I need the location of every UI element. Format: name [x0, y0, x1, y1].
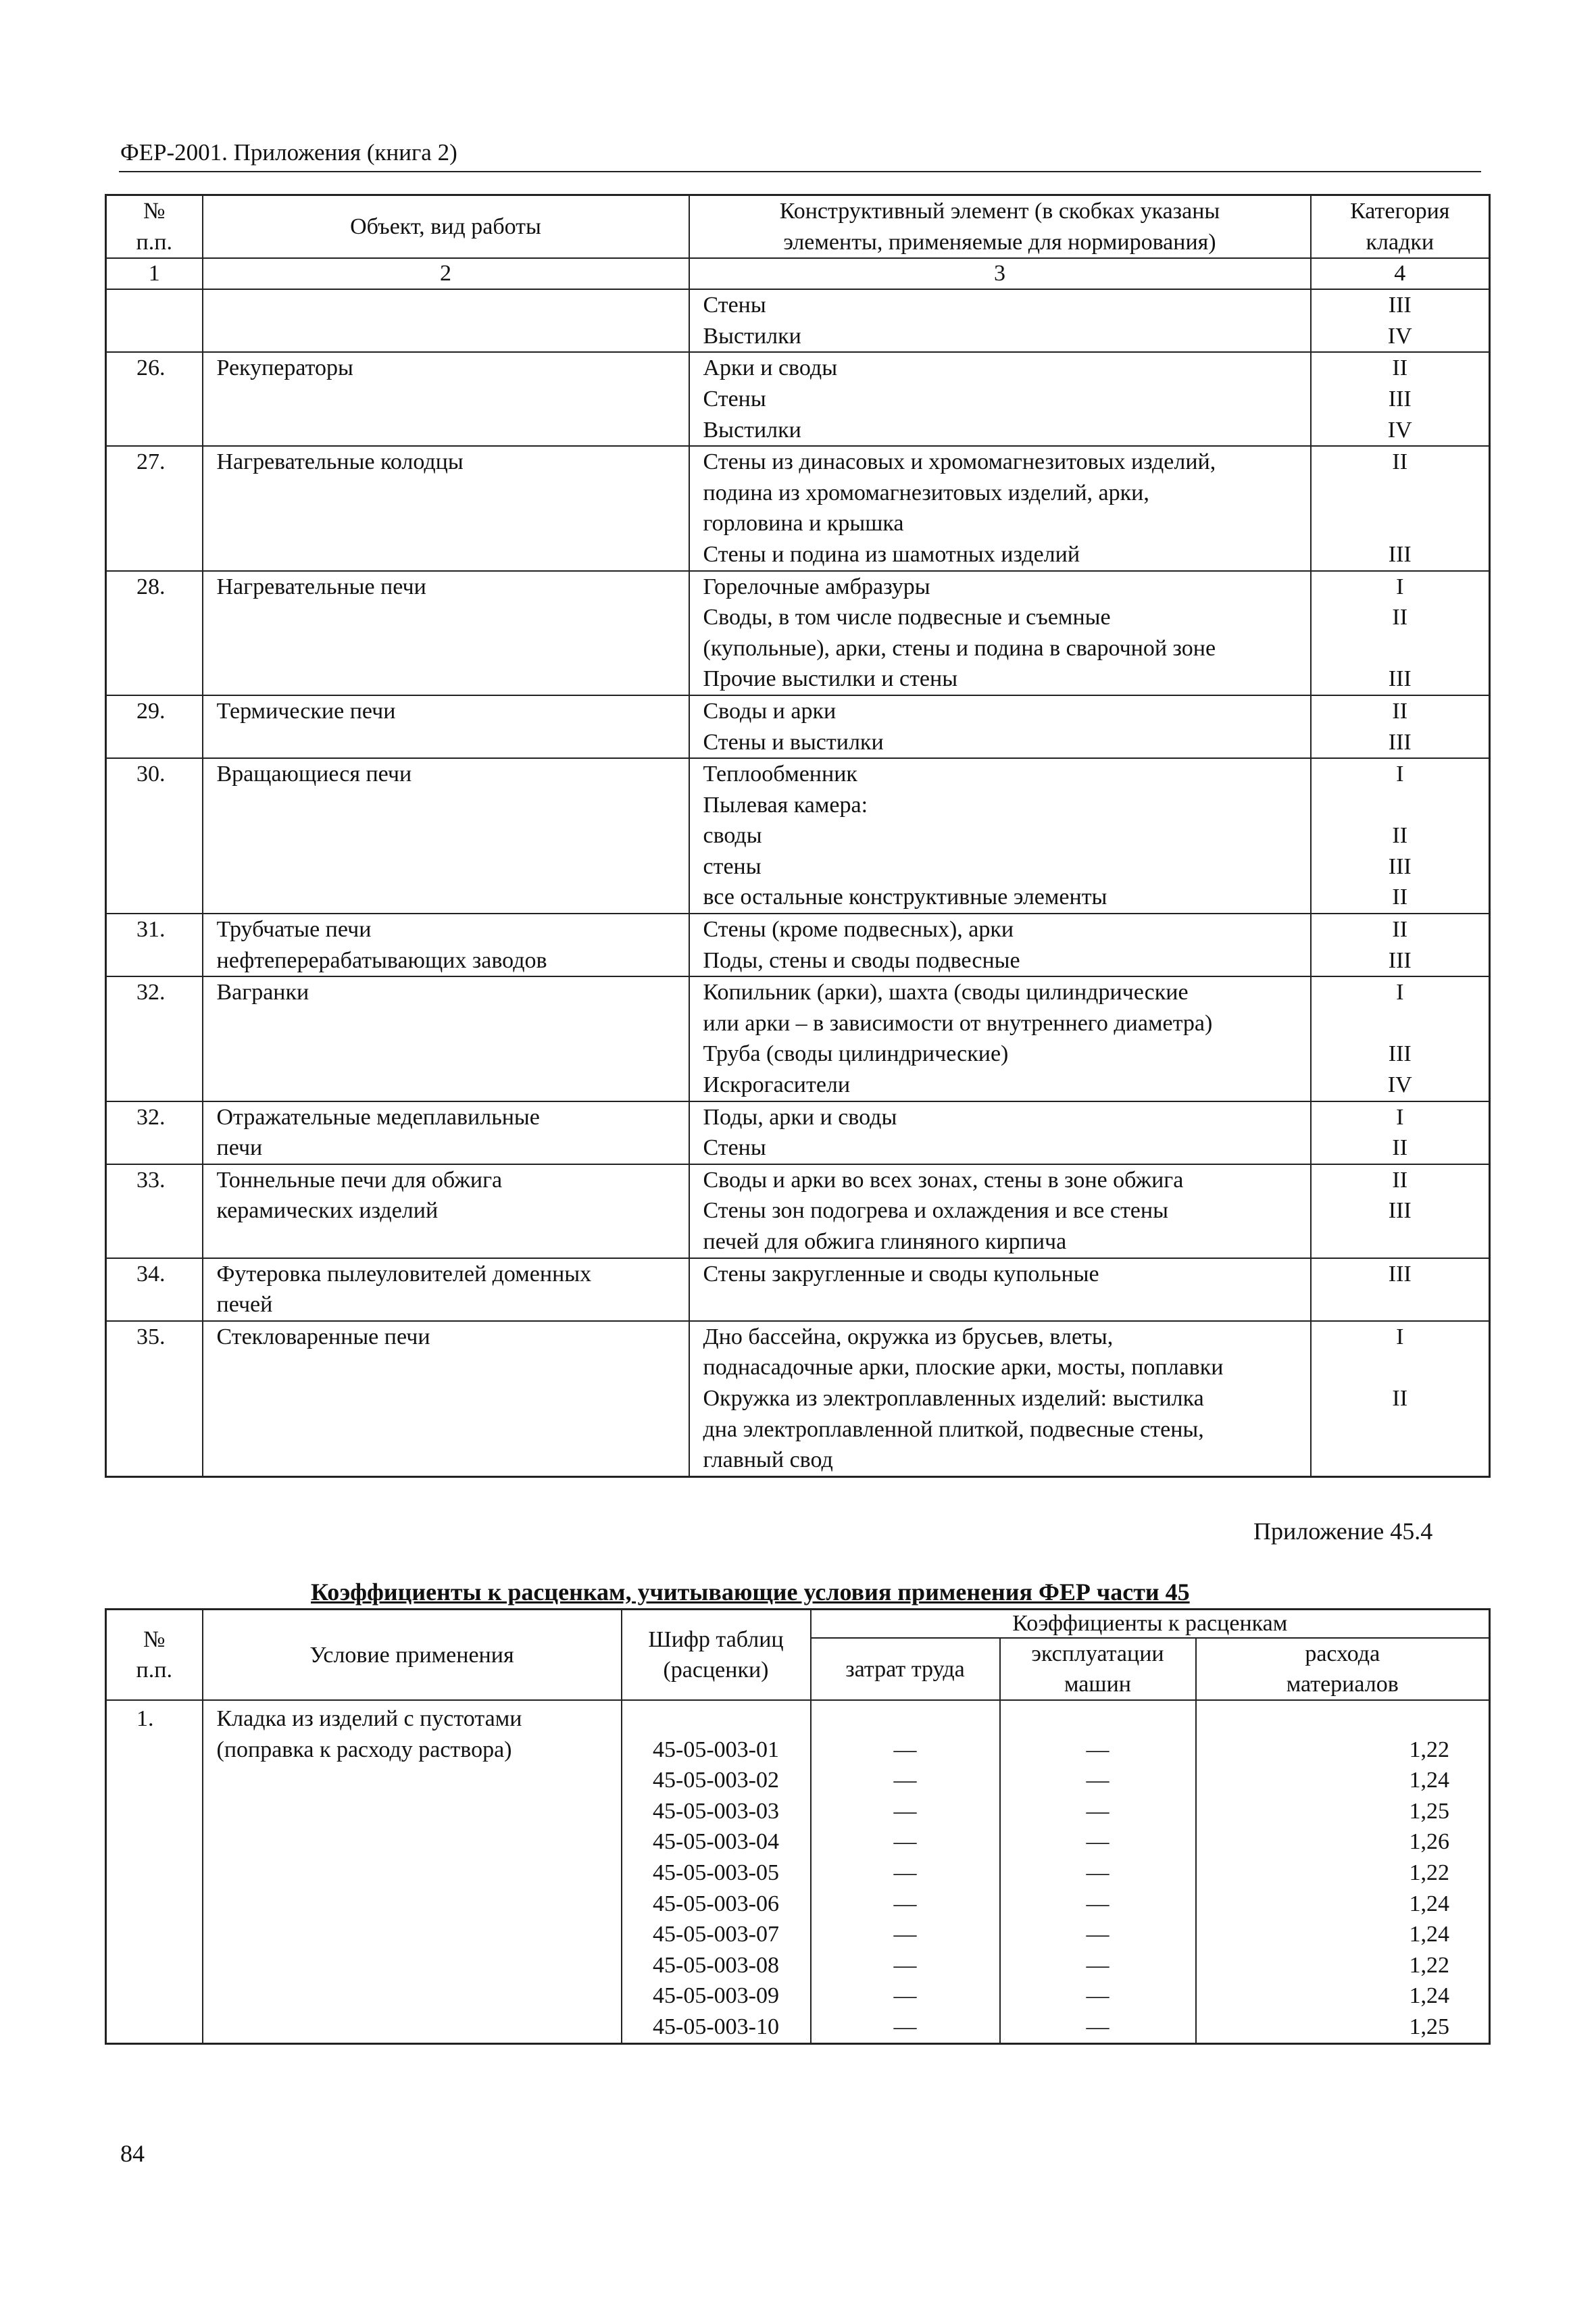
- row-number: 32.: [106, 1101, 203, 1164]
- materials-coefficient: 1,22: [1409, 1860, 1449, 1885]
- t2-col-header-code: Шифр таблиц (расценки): [622, 1610, 811, 1701]
- table-row: [106, 976, 1490, 1101]
- category-value: II: [1392, 449, 1408, 475]
- machines-coefficient: —: [1086, 2014, 1109, 2039]
- category-value: [1312, 1352, 1489, 1383]
- element-line: Стены и подина из шамотных изделий: [703, 541, 1080, 567]
- t2-row-condition: Кладка из изделий с пустотами (поправка к расходу раствора): [203, 1700, 622, 2043]
- element-line: Стены и выстилки: [703, 729, 884, 755]
- row-object: [203, 695, 689, 758]
- col-header-num: № п.п.: [106, 195, 203, 259]
- row-categories: [1311, 758, 1490, 914]
- row-object: [203, 1258, 689, 1321]
- machines-coefficient: —: [1086, 1983, 1109, 2009]
- t2-col-header-materials: расхода материалов: [1196, 1638, 1490, 1700]
- materials-coefficient: 1,25: [1409, 1798, 1449, 1824]
- rate-code: 45-05-003-01: [653, 1737, 779, 1762]
- machines-coefficient: —: [1086, 1922, 1109, 1947]
- coefficients-table-title: Коэффициенты к расценкам, учитывающие условия применения ФЕР части 45: [311, 1578, 1190, 1605]
- rate-code: 45-05-003-06: [653, 1891, 779, 1916]
- row-categories: [1311, 1258, 1490, 1321]
- table-row: [106, 1258, 1490, 1321]
- object-line: нефтеперерабатывающих заводов: [216, 947, 547, 973]
- row-categories: [1311, 289, 1490, 352]
- labor-coefficient: —: [893, 1952, 917, 1978]
- element-line: дна электроплавленной плиткой, подвесные стены,: [703, 1416, 1204, 1442]
- machines-coefficient: —: [1086, 1737, 1109, 1762]
- category-value: [1312, 1414, 1489, 1445]
- category-value: III: [1388, 386, 1412, 412]
- machines-coefficient: —: [1086, 1798, 1109, 1824]
- element-line: Своды и арки: [703, 698, 837, 724]
- row-number: 27.: [106, 446, 203, 570]
- category-value: I: [1396, 980, 1404, 1005]
- category-value: II: [1392, 605, 1408, 630]
- labor-coefficient: —: [893, 1891, 917, 1916]
- category-value: [1312, 790, 1489, 821]
- row-object: [203, 446, 689, 570]
- t2-row-machines: [1000, 1700, 1196, 2043]
- row-number: 34.: [106, 1258, 203, 1321]
- object-line: Футеровка пылеуловителей доменных: [216, 1261, 592, 1287]
- t2-col-header-num: № п.п.: [106, 1610, 203, 1701]
- object-line: керамических изделий: [216, 1198, 439, 1224]
- row-elements: [689, 758, 1311, 914]
- object-line: Тоннельные печи для обжига: [216, 1167, 503, 1193]
- object-line: Нагревательные печи: [216, 574, 426, 599]
- row-object: [203, 976, 689, 1101]
- category-value: I: [1396, 762, 1404, 787]
- row-categories: [1311, 446, 1490, 570]
- row-number: 29.: [106, 695, 203, 758]
- category-value: III: [1388, 1261, 1412, 1287]
- machines-coefficient: —: [1086, 1860, 1109, 1885]
- element-line: Стены (кроме подвесных), арки: [703, 917, 1014, 943]
- col-header-element: Конструктивный элемент (в скобках указаны элементы, применяемые для нормирования): [689, 195, 1311, 259]
- row-categories: [1311, 1101, 1490, 1164]
- coefficients-table: [105, 1608, 1491, 2045]
- header-rule: [119, 171, 1481, 172]
- labor-coefficient: —: [893, 1922, 917, 1947]
- element-line: Искрогасители: [703, 1072, 851, 1098]
- col-number-4: 4: [1311, 258, 1490, 289]
- element-line: Горелочные амбразуры: [703, 574, 930, 599]
- col-header-object: Объект, вид работы: [203, 195, 689, 259]
- category-value: [1312, 633, 1489, 664]
- t2-row-codes: [622, 1700, 811, 2043]
- row-object: [203, 289, 689, 352]
- element-line: Прочие выстилки и стены: [703, 666, 958, 692]
- t2-col-header-labor: затрат труда: [811, 1638, 1000, 1700]
- materials-coefficient: 1,22: [1409, 1737, 1449, 1762]
- object-line: Вагранки: [216, 980, 309, 1005]
- masonry-category-table: [105, 194, 1491, 1478]
- row-elements: [689, 446, 1311, 570]
- table-row: [106, 352, 1490, 446]
- row-number: 31.: [106, 914, 203, 976]
- object-line: Нагревательные колодцы: [216, 449, 464, 475]
- rate-code: 45-05-003-10: [653, 2014, 779, 2039]
- category-value: IV: [1387, 323, 1412, 349]
- row-object: [203, 758, 689, 914]
- machines-coefficient: —: [1086, 1768, 1109, 1793]
- object-line: печи: [216, 1135, 263, 1161]
- page-header: ФЕР-2001. Приложения (книга 2): [120, 139, 457, 166]
- category-value: [1312, 1008, 1489, 1039]
- t2-row-labor: [811, 1700, 1000, 2043]
- materials-coefficient: 1,25: [1409, 2014, 1449, 2039]
- category-value: III: [1388, 293, 1412, 318]
- element-line: Стены: [703, 386, 766, 412]
- row-categories: [1311, 976, 1490, 1101]
- labor-coefficient: —: [893, 2014, 917, 2039]
- row-elements: [689, 1164, 1311, 1258]
- element-line: своды: [703, 823, 762, 849]
- category-value: [1312, 508, 1489, 539]
- machines-coefficient: —: [1086, 1891, 1109, 1916]
- element-line: Выстилки: [703, 323, 801, 349]
- table-row: [106, 1700, 1490, 2043]
- element-line: Стены: [703, 1135, 766, 1161]
- object-line: печей: [216, 1292, 273, 1318]
- category-value: II: [1392, 1385, 1408, 1411]
- row-object: [203, 914, 689, 976]
- object-line: Стекловаренные печи: [216, 1324, 430, 1349]
- rate-code: 45-05-003-07: [653, 1922, 779, 1947]
- row-object: [203, 1164, 689, 1258]
- element-line: подина из хромомагнезитовых изделий, арки,: [703, 480, 1149, 505]
- row-categories: [1311, 352, 1490, 446]
- category-value: II: [1392, 698, 1408, 724]
- row-elements: [689, 352, 1311, 446]
- rate-code: 45-05-003-02: [653, 1768, 779, 1793]
- materials-coefficient: 1,24: [1409, 1922, 1449, 1947]
- rate-code: 45-05-003-05: [653, 1860, 779, 1885]
- t2-row-num: 1.: [106, 1700, 203, 2043]
- element-line: Теплообменник: [703, 762, 857, 787]
- element-line: горловина и крышка: [703, 511, 904, 537]
- materials-coefficient: 1,24: [1409, 1768, 1449, 1793]
- element-line: Пылевая камера:: [703, 792, 868, 818]
- category-value: II: [1392, 885, 1408, 910]
- category-value: II: [1392, 1135, 1408, 1161]
- materials-coefficient: 1,26: [1409, 1829, 1449, 1855]
- object-line: Рекуператоры: [216, 355, 353, 381]
- appendix-label: Приложение 45.4: [1253, 1518, 1433, 1545]
- category-value: III: [1388, 729, 1412, 755]
- element-line: Своды и арки во всех зонах, стены в зоне обжига: [703, 1167, 1184, 1193]
- category-value: [1312, 1445, 1489, 1476]
- element-line: поднасадочные арки, плоские арки, мосты, поплавки: [703, 1355, 1224, 1380]
- element-line: печей для обжига глиняного кирпича: [703, 1229, 1067, 1254]
- t2-col-header-machines: эксплуатации машин: [1000, 1638, 1196, 1700]
- category-value: III: [1388, 947, 1412, 973]
- object-line: Термические печи: [216, 698, 396, 724]
- row-categories: [1311, 1321, 1490, 1476]
- element-line: главный свод: [703, 1447, 833, 1473]
- table-row: [106, 914, 1490, 976]
- row-elements: [689, 289, 1311, 352]
- category-value: II: [1392, 1167, 1408, 1193]
- element-line: (купольные), арки, стены и подина в сварочной зоне: [703, 635, 1216, 661]
- row-elements: [689, 1258, 1311, 1321]
- table-row: [106, 571, 1490, 695]
- row-number: 30.: [106, 758, 203, 914]
- category-value: [1312, 478, 1489, 509]
- machines-coefficient: —: [1086, 1952, 1109, 1978]
- row-number: 33.: [106, 1164, 203, 1258]
- table-row: [106, 1164, 1490, 1258]
- element-line: Стены закругленные и своды купольные: [703, 1261, 1099, 1287]
- materials-coefficient: 1,22: [1409, 1952, 1449, 1978]
- materials-coefficient: 1,24: [1409, 1891, 1449, 1916]
- row-object: [203, 1321, 689, 1476]
- category-value: II: [1392, 823, 1408, 849]
- masonry-table-body: [106, 289, 1490, 1476]
- element-line: стены: [703, 853, 762, 879]
- category-value: I: [1396, 1324, 1404, 1349]
- row-categories: [1311, 571, 1490, 695]
- element-line: Стены зон подогрева и охлаждения и все стены: [703, 1198, 1168, 1224]
- labor-coefficient: —: [893, 1829, 917, 1855]
- element-line: Арки и своды: [703, 355, 838, 381]
- category-value: IV: [1387, 417, 1412, 443]
- table-row: [106, 695, 1490, 758]
- element-line: Стены: [703, 293, 766, 318]
- rate-code: 45-05-003-04: [653, 1829, 779, 1855]
- element-line: Поды, стены и своды подвесные: [703, 947, 1020, 973]
- row-number: [106, 289, 203, 352]
- category-value: III: [1388, 1041, 1412, 1067]
- row-elements: [689, 571, 1311, 695]
- element-line: Дно бассейна, окружка из брусьев, влеты,: [703, 1324, 1114, 1349]
- element-line: все остальные конструктивные элементы: [703, 885, 1107, 910]
- element-line: Труба (своды цилиндрические): [703, 1041, 1009, 1067]
- labor-coefficient: —: [893, 1737, 917, 1762]
- labor-coefficient: —: [893, 1860, 917, 1885]
- row-categories: [1311, 914, 1490, 976]
- element-line: Поды, арки и своды: [703, 1104, 897, 1130]
- object-line: Трубчатые печи: [216, 917, 372, 943]
- element-line: Копильник (арки), шахта (своды цилиндрические: [703, 980, 1189, 1005]
- row-categories: [1311, 1164, 1490, 1258]
- row-number: 35.: [106, 1321, 203, 1476]
- category-value: II: [1392, 917, 1408, 943]
- row-elements: [689, 914, 1311, 976]
- category-value: IV: [1387, 1072, 1412, 1098]
- labor-coefficient: —: [893, 1798, 917, 1824]
- t2-col-header-condition: Условие применения: [203, 1610, 622, 1701]
- materials-coefficient: 1,24: [1409, 1983, 1449, 2009]
- labor-coefficient: —: [893, 1983, 917, 2009]
- row-elements: [689, 976, 1311, 1101]
- t2-col-header-coef-group: Коэффициенты к расценкам: [811, 1610, 1490, 1639]
- row-number: 32.: [106, 976, 203, 1101]
- element-line: Окружка из электроплавленных изделий: выстилка: [703, 1385, 1204, 1411]
- row-number: 28.: [106, 571, 203, 695]
- category-value: I: [1396, 574, 1404, 599]
- category-value: II: [1392, 355, 1408, 381]
- rate-code: 45-05-003-08: [653, 1952, 779, 1978]
- col-number-2: 2: [203, 258, 689, 289]
- row-number: 26.: [106, 352, 203, 446]
- col-header-category: Категория кладки: [1311, 195, 1490, 259]
- category-value: I: [1396, 1104, 1404, 1130]
- t2-row-materials: [1196, 1700, 1490, 2043]
- rate-code: 45-05-003-03: [653, 1798, 779, 1824]
- category-value: III: [1388, 666, 1412, 692]
- col-number-1: 1: [106, 258, 203, 289]
- table-row: [106, 758, 1490, 914]
- machines-coefficient: —: [1086, 1829, 1109, 1855]
- row-elements: [689, 1321, 1311, 1476]
- category-value: III: [1388, 853, 1412, 879]
- category-value: III: [1388, 541, 1412, 567]
- page-number: 84: [120, 2140, 145, 2167]
- category-value: III: [1388, 1198, 1412, 1224]
- row-categories: [1311, 695, 1490, 758]
- element-line: или арки – в зависимости от внутреннего диаметра): [703, 1010, 1213, 1036]
- category-value: [1312, 1226, 1489, 1258]
- object-line: Отражательные медеплавильные: [216, 1104, 540, 1130]
- rate-code: 45-05-003-09: [653, 1983, 779, 2009]
- table-row: [106, 1321, 1490, 1476]
- labor-coefficient: —: [893, 1768, 917, 1793]
- table-row: [106, 446, 1490, 570]
- col-number-3: 3: [689, 258, 1311, 289]
- row-elements: [689, 695, 1311, 758]
- row-object: [203, 571, 689, 695]
- row-object: [203, 352, 689, 446]
- row-object: [203, 1101, 689, 1164]
- element-line: Выстилки: [703, 417, 801, 443]
- table-row: [106, 1101, 1490, 1164]
- object-line: Вращающиеся печи: [216, 762, 412, 787]
- element-line: Своды, в том числе подвесные и съемные: [703, 605, 1111, 630]
- row-elements: [689, 1101, 1311, 1164]
- element-line: Стены из динасовых и хромомагнезитовых изделий,: [703, 449, 1216, 475]
- table-row: [106, 289, 1490, 352]
